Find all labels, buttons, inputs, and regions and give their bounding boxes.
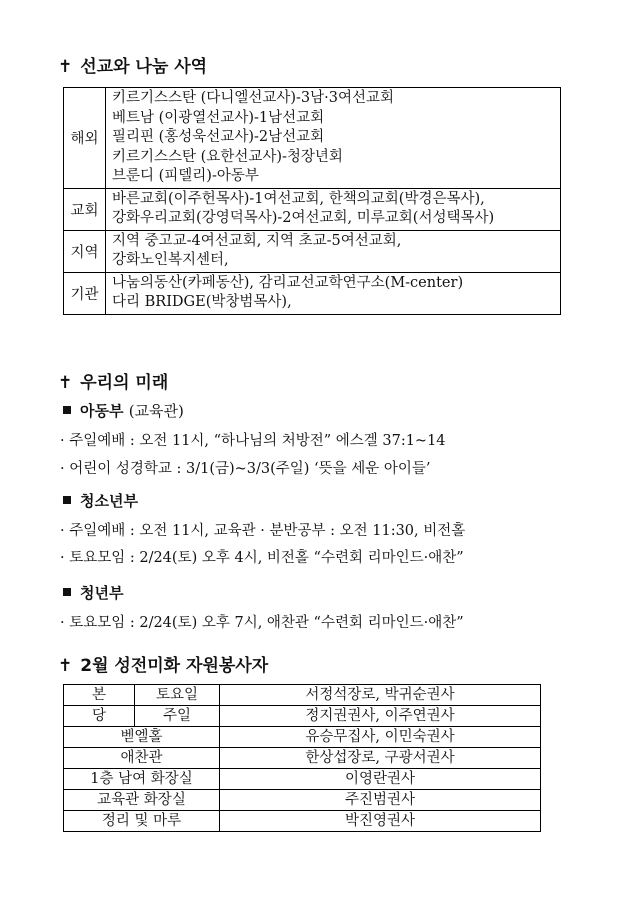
mission-line: 키르기스스탄 (요한선교사)-청장년회 — [112, 148, 343, 165]
volunteer-place: 교육관 화장실 — [64, 790, 220, 811]
mission-line: 다리 BRIDGE(박창범목사), — [112, 294, 292, 310]
volunteer-names: 유승무집사, 이민숙권사 — [220, 727, 541, 748]
volunteer-row — [64, 727, 541, 748]
square-bullet-icon — [63, 588, 71, 596]
mission-row-church — [64, 188, 561, 230]
square-bullet-icon — [63, 496, 71, 504]
volunteer-names: 주진범권사 — [220, 790, 541, 811]
volunteer-place: 토요일 — [135, 685, 220, 706]
young-adults-item: · 토요모임 : 2/24(토) 오후 7시, 애찬관 “수련회 리마인드·애찬” — [60, 615, 464, 631]
youth-title: 청소년부 — [80, 492, 138, 510]
mission-line: 강화우리교회(강영덕목사)-2여선교회, 미루교회(서성택목사) — [112, 210, 495, 226]
volunteer-table — [63, 684, 541, 832]
volunteers-title: 2월 성전미화 자원봉사자 — [80, 656, 269, 676]
mission-title: 선교와 나눔 사역 — [80, 57, 208, 77]
volunteer-row — [64, 811, 541, 832]
young-adults-heading — [63, 582, 123, 603]
volunteer-names: 이영란권사 — [220, 769, 541, 790]
volunteer-place: 1층 남여 화장실 — [64, 769, 220, 790]
mission-row-region — [64, 230, 561, 272]
sanctuary-label: 본 — [64, 685, 135, 706]
mission-category: 교회 — [64, 188, 106, 230]
sanctuary-label: 당 — [64, 706, 135, 727]
mission-table — [63, 87, 561, 315]
mission-category: 해외 — [64, 88, 106, 189]
future-heading — [58, 368, 168, 393]
children-item: · 어린이 성경학교 : 3/1(금)~3/3(주일) ‘뜻을 세운 아이들’ — [60, 461, 431, 477]
cross-icon: ✝ — [58, 656, 73, 676]
mission-items — [106, 230, 561, 272]
mission-line: 강화노인복지센터, — [112, 252, 229, 268]
mission-line: 지역 중고교-4여선교회, 지역 초교-5여선교회, — [112, 232, 402, 249]
children-heading — [63, 400, 184, 421]
mission-category: 기관 — [64, 272, 106, 314]
volunteer-row — [64, 685, 541, 706]
mission-items — [106, 272, 561, 314]
mission-row-institution — [64, 272, 561, 314]
mission-category: 지역 — [64, 230, 106, 272]
mission-items — [106, 88, 561, 189]
mission-line: 필리핀 (홍성욱선교사)-2남선교회 — [112, 129, 325, 145]
mission-items — [106, 188, 561, 230]
volunteer-names: 서정석장로, 박귀순권사 — [220, 685, 541, 706]
volunteer-row — [64, 769, 541, 790]
young-adults-title: 청년부 — [80, 584, 124, 602]
youth-heading — [63, 490, 138, 511]
future-title: 우리의 미래 — [80, 373, 169, 393]
square-bullet-icon — [63, 406, 71, 414]
children-title: 아동부 — [80, 402, 124, 420]
children-item: · 주일예배 : 오전 11시, “하나님의 처방전” 에스겔 37:1~14 — [60, 433, 446, 449]
mission-line: 베트남 (이광열선교사)-1남선교회 — [112, 109, 325, 126]
volunteer-row — [64, 706, 541, 727]
volunteer-names: 정지권권사, 이주연권사 — [220, 706, 541, 727]
mission-row-overseas — [64, 88, 561, 189]
volunteer-place: 애찬관 — [64, 748, 220, 769]
volunteers-heading — [58, 651, 268, 676]
mission-line: 브룬디 (피델리)-아동부 — [112, 168, 259, 184]
cross-icon: ✝ — [58, 57, 73, 77]
volunteer-place: 정리 및 마루 — [64, 811, 220, 832]
volunteer-row — [64, 748, 541, 769]
volunteer-place: 벧엘홀 — [64, 727, 220, 748]
volunteer-row — [64, 790, 541, 811]
youth-item: · 주일예배 : 오전 11시, 교육관 · 분반공부 : 오전 11:30, 비전홀 — [60, 523, 466, 539]
mission-line: 나눔의동산(카페동산), 감리교선교학연구소(M-center) — [112, 274, 464, 291]
cross-icon: ✝ — [58, 373, 73, 393]
youth-item: · 토요모임 : 2/24(토) 오후 4시, 비전홀 “수련회 리마인드·애찬” — [60, 550, 464, 566]
volunteer-place: 주일 — [135, 706, 220, 727]
mission-line: 바른교회(이주헌목사)-1여선교회, 한책의교회(박경은목사), — [112, 190, 485, 207]
volunteer-names: 한상섭장로, 구광서권사 — [220, 748, 541, 769]
mission-heading — [58, 52, 207, 77]
children-location: (교육관) — [128, 402, 184, 420]
volunteer-names: 박진영권사 — [220, 811, 541, 832]
mission-line: 키르기스스탄 (다니엘선교사)-3남·3여선교회 — [112, 90, 394, 106]
